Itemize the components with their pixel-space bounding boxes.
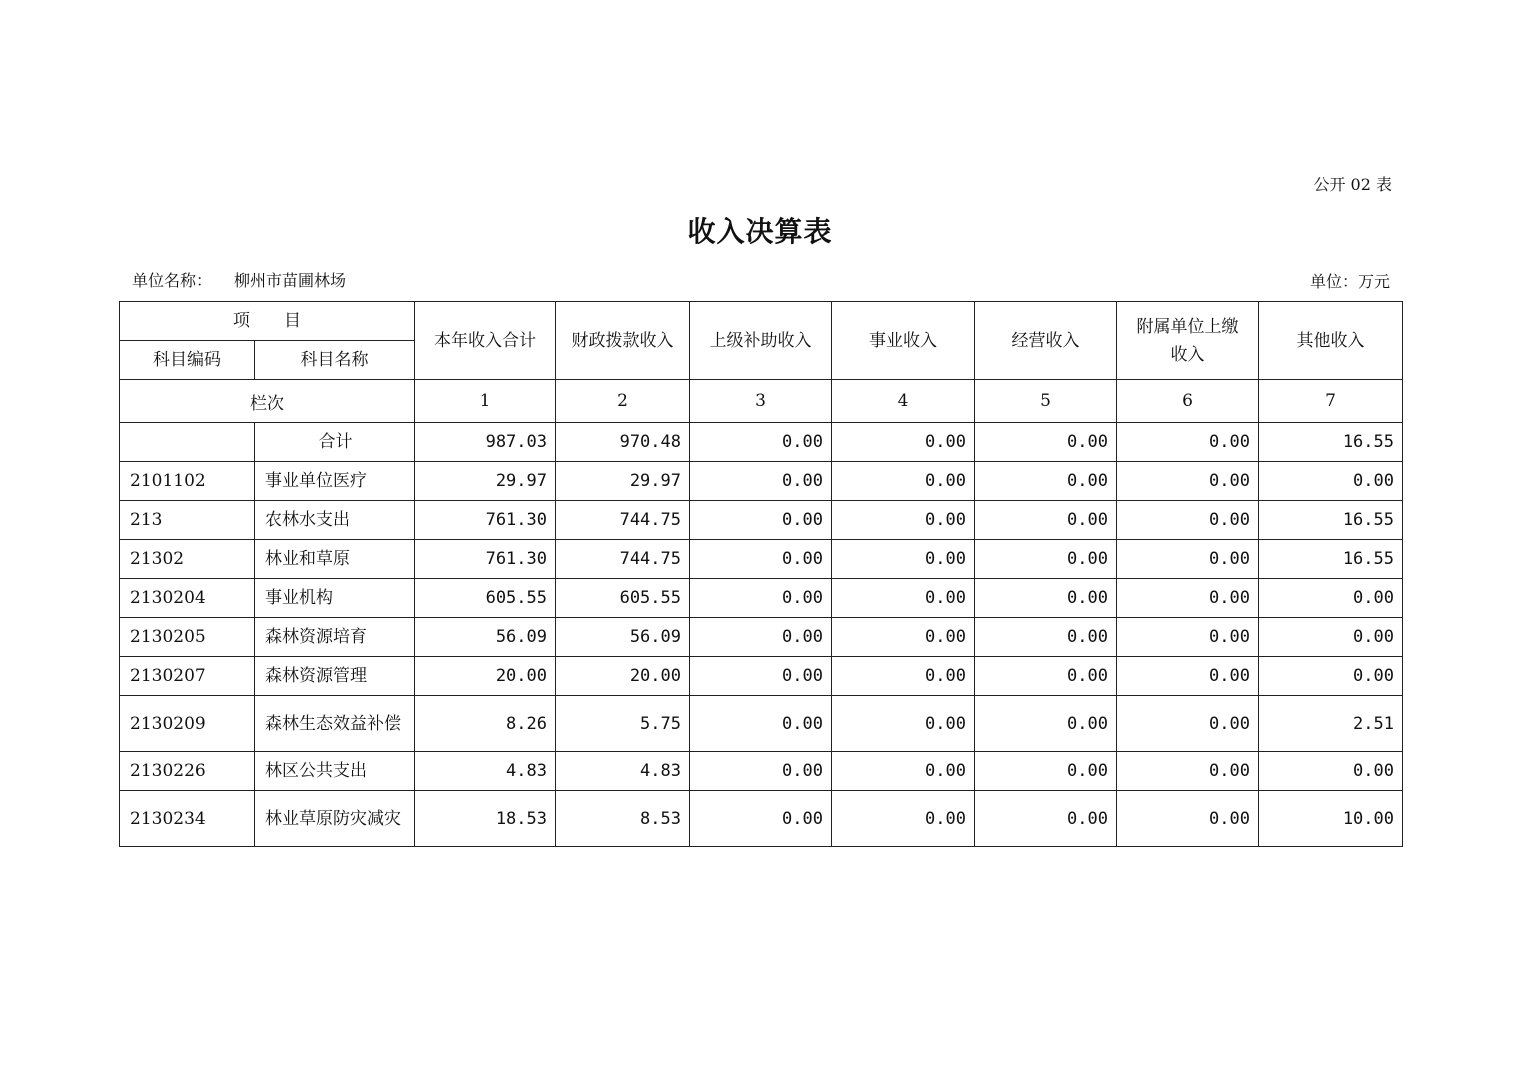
- col-number: 7: [1259, 380, 1403, 423]
- table-row: [120, 657, 1403, 696]
- table-cell: 0.00: [690, 501, 832, 540]
- table-cell: 8.53: [556, 791, 690, 847]
- total-row: [120, 423, 1403, 462]
- table-cell: 0.00: [832, 752, 975, 791]
- subject-code: 2130205: [120, 618, 255, 657]
- table-cell: 761.30: [415, 540, 556, 579]
- table-cell: 0.00: [690, 657, 832, 696]
- table-cell: 0.00: [1259, 462, 1403, 501]
- table-cell: 18.53: [415, 791, 556, 847]
- subject-name: 林区公共支出: [255, 752, 415, 791]
- table-row: [120, 540, 1403, 579]
- subject-name: 森林资源培育: [255, 618, 415, 657]
- table-cell: 0.00: [975, 501, 1117, 540]
- table-cell: 0.00: [690, 423, 832, 462]
- table-cell: 0.00: [690, 696, 832, 752]
- col-number: 6: [1117, 380, 1259, 423]
- table-cell: 0.00: [832, 657, 975, 696]
- table-cell: [120, 423, 255, 462]
- form-number: 公开 02 表: [1313, 175, 1392, 194]
- table-cell: 0.00: [832, 791, 975, 847]
- table-cell: 987.03: [415, 423, 556, 462]
- table-cell: 20.00: [415, 657, 556, 696]
- table-cell: 0.00: [1117, 657, 1259, 696]
- table-cell: 0.00: [832, 696, 975, 752]
- subject-name: 林业和草原: [255, 540, 415, 579]
- table-cell: 56.09: [415, 618, 556, 657]
- table-cell: 4.83: [556, 752, 690, 791]
- table-cell: 0.00: [975, 657, 1117, 696]
- subject-name: 林业草原防灾减灾: [255, 791, 415, 847]
- table-cell: 8.26: [415, 696, 556, 752]
- table-cell: 970.48: [556, 423, 690, 462]
- table-row: [120, 579, 1403, 618]
- table-row: [120, 752, 1403, 791]
- table-cell: 0.00: [1117, 501, 1259, 540]
- table-row: [120, 618, 1403, 657]
- subject-code: 213: [120, 501, 255, 540]
- column-index-row: [120, 380, 1403, 423]
- unit-name: [132, 268, 346, 291]
- table-cell: 20.00: [556, 657, 690, 696]
- table-cell: 0.00: [1259, 579, 1403, 618]
- subject-code: 2130234: [120, 791, 255, 847]
- header-col5: 经营收入: [975, 302, 1117, 380]
- table-cell: 10.00: [1259, 791, 1403, 847]
- header-col6: 附属单位上缴收入: [1117, 302, 1259, 380]
- subject-code: 2130207: [120, 657, 255, 696]
- table-cell: 0.00: [1117, 752, 1259, 791]
- unit-measure: 单位：万元: [1309, 272, 1390, 291]
- table-cell: 0.00: [1117, 579, 1259, 618]
- table-row: [120, 462, 1403, 501]
- col-number: 3: [690, 380, 832, 423]
- table-cell: 744.75: [556, 501, 690, 540]
- table-cell: 2.51: [1259, 696, 1403, 752]
- table-cell: 605.55: [556, 579, 690, 618]
- table-cell: 0.00: [975, 696, 1117, 752]
- header-col4: 事业收入: [832, 302, 975, 380]
- table-cell: 0.00: [1259, 618, 1403, 657]
- table-cell: 0.00: [975, 618, 1117, 657]
- header-col1: 本年收入合计: [415, 302, 556, 380]
- table-cell: 0.00: [832, 540, 975, 579]
- table-cell: 605.55: [415, 579, 556, 618]
- table-cell: 0.00: [1117, 791, 1259, 847]
- table-cell: 0.00: [1117, 618, 1259, 657]
- table-cell: 0.00: [690, 791, 832, 847]
- subject-name: 森林生态效益补偿: [255, 696, 415, 752]
- subject-name: 事业单位医疗: [255, 462, 415, 501]
- table-cell: 0.00: [1117, 540, 1259, 579]
- table-cell: 0.00: [975, 540, 1117, 579]
- table-row: [120, 501, 1403, 540]
- header-col2: 财政拨款收入: [556, 302, 690, 380]
- unit-name-value: 柳州市苗圃林场: [234, 271, 347, 290]
- table-cell: 0.00: [1259, 752, 1403, 791]
- table-cell: 0.00: [832, 423, 975, 462]
- table-cell: 29.97: [415, 462, 556, 501]
- unit-name-label: 单位名称：: [132, 271, 213, 290]
- table-cell: 16.55: [1259, 501, 1403, 540]
- table-cell: 0.00: [832, 501, 975, 540]
- table-cell: 0.00: [975, 579, 1117, 618]
- income-table: [119, 301, 1403, 847]
- subject-code: 21302: [120, 540, 255, 579]
- col-number: 5: [975, 380, 1117, 423]
- table-cell: 761.30: [415, 501, 556, 540]
- table-cell: 0.00: [975, 791, 1117, 847]
- page-title: 收入决算表: [687, 215, 833, 248]
- subject-code: 2130209: [120, 696, 255, 752]
- table-cell: 0.00: [1117, 696, 1259, 752]
- table-cell: 0.00: [690, 462, 832, 501]
- table-cell: 0.00: [1117, 462, 1259, 501]
- subject-name: 事业机构: [255, 579, 415, 618]
- header-name: 科目名称: [255, 341, 415, 380]
- table-cell: 0.00: [975, 752, 1117, 791]
- table-cell: 16.55: [1259, 540, 1403, 579]
- table-cell: 0.00: [975, 462, 1117, 501]
- subject-code: 2130226: [120, 752, 255, 791]
- table-cell: 0.00: [1117, 423, 1259, 462]
- table-cell: 0.00: [690, 618, 832, 657]
- table-cell: 0.00: [832, 618, 975, 657]
- table-cell: 4.83: [415, 752, 556, 791]
- table-cell: 0.00: [975, 423, 1117, 462]
- subject-name: 森林资源管理: [255, 657, 415, 696]
- total-label: 合计: [255, 423, 415, 462]
- header-col7: 其他收入: [1259, 302, 1403, 380]
- subject-code: 2130204: [120, 579, 255, 618]
- subject-name: 农林水支出: [255, 501, 415, 540]
- table-cell: 0.00: [690, 752, 832, 791]
- table-row: [120, 791, 1403, 847]
- table-cell: 29.97: [556, 462, 690, 501]
- table-cell: 5.75: [556, 696, 690, 752]
- header-code: 科目编码: [120, 341, 255, 380]
- col-number: 1: [415, 380, 556, 423]
- header-item: 项 目: [120, 302, 415, 341]
- table-cell: 56.09: [556, 618, 690, 657]
- table-cell: 0.00: [1259, 657, 1403, 696]
- table-cell: 0.00: [832, 462, 975, 501]
- row-index-label: 栏次: [120, 380, 415, 423]
- table-row: [120, 696, 1403, 752]
- subject-code: 2101102: [120, 462, 255, 501]
- table-cell: 0.00: [690, 540, 832, 579]
- col-number: 4: [832, 380, 975, 423]
- table-cell: 0.00: [832, 579, 975, 618]
- header-col3: 上级补助收入: [690, 302, 832, 380]
- table-cell: 744.75: [556, 540, 690, 579]
- table-cell: 0.00: [690, 579, 832, 618]
- col-number: 2: [556, 380, 690, 423]
- table-cell: 16.55: [1259, 423, 1403, 462]
